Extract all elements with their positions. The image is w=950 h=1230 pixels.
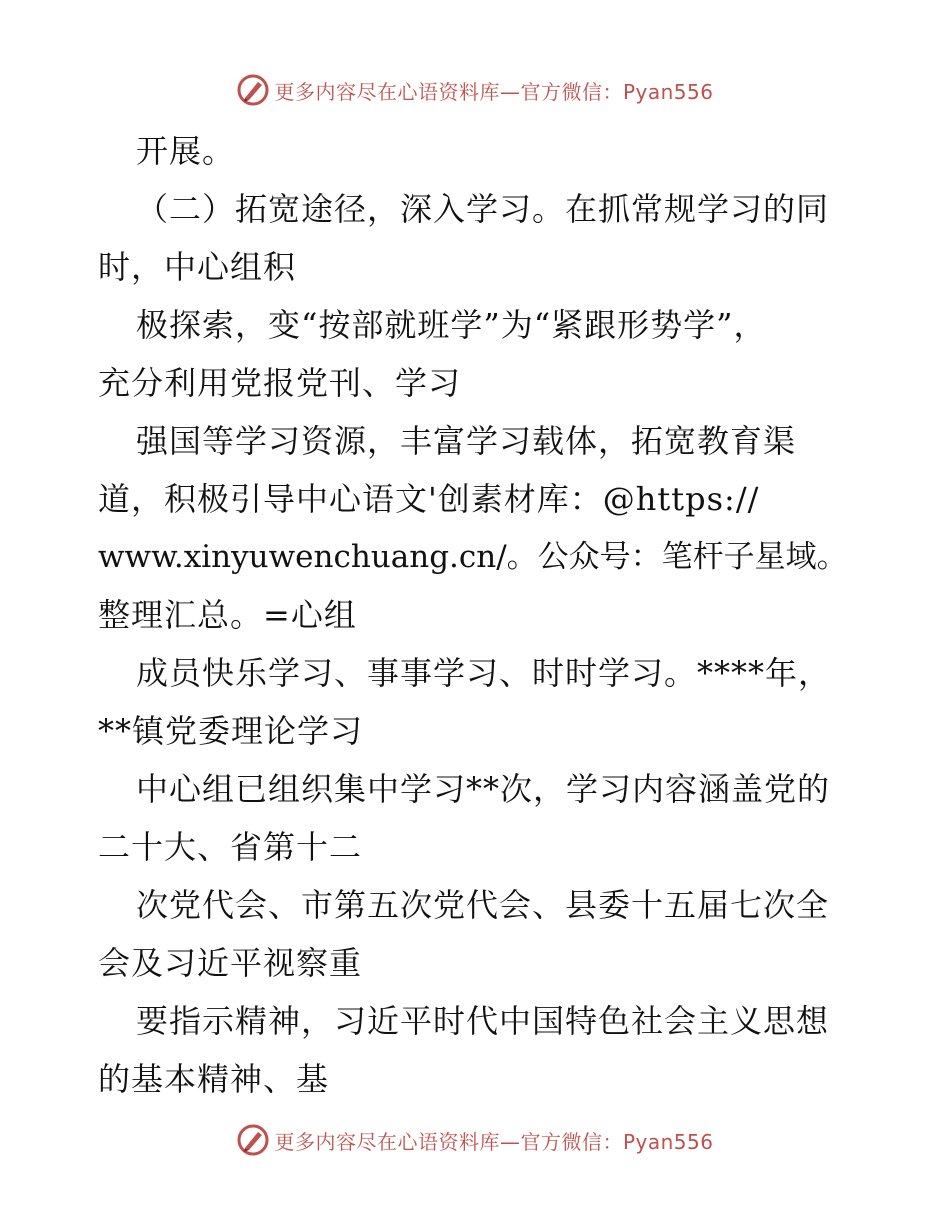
body-line: 充分利用党报党刊、学习 xyxy=(98,364,462,402)
footer-banner-text: 更多内容尽在心语资料库—官方微信：Pyan556 xyxy=(274,1129,714,1154)
body-line: 会及习近平视察重 xyxy=(98,944,363,982)
pen-circle-logo-icon xyxy=(236,1123,270,1157)
body-line: 时，中心组积 xyxy=(98,248,297,286)
body-line: 要指示精神，习近平时代中国特色社会主义思想 xyxy=(136,1002,830,1040)
body-line: 中心组已组织集中学习**次，学习内容涵盖党的 xyxy=(136,770,831,808)
body-line: 成员快乐学习、事事学习、时时学习。****年， xyxy=(136,654,832,692)
body-line: www.xinyuwenchuang.cn/。公众号：笔杆子星域。 xyxy=(98,539,848,575)
body-line: 次党代会、市第五次党代会、县委十五届七次全 xyxy=(136,886,830,924)
body-line: 强国等学习资源，丰富学习载体，拓宽教育渠 xyxy=(136,422,797,460)
footer-banner xyxy=(0,1120,950,1160)
body-line: 极探索，变“按部就班学”为“紧跟形势学”， xyxy=(136,306,767,344)
body-line: （二）拓宽途径，深入学习。在抓常规学习的同 xyxy=(136,190,830,228)
header-banner xyxy=(0,70,950,110)
body-line: 开展。 xyxy=(136,132,236,170)
body-line: **镇党委理论学习 xyxy=(98,712,364,750)
document-body xyxy=(98,122,858,1108)
pen-circle-logo-icon xyxy=(236,73,270,107)
body-line: 的基本精神、基 xyxy=(98,1060,330,1098)
body-line: 道，积极引导中心语文'创素材库：@https:// xyxy=(98,480,760,518)
body-line: 二十大、省第十二 xyxy=(98,828,363,866)
header-banner-text: 更多内容尽在心语资料库—官方微信：Pyan556 xyxy=(274,79,714,104)
body-line: 整理汇总。=心组 xyxy=(98,596,357,634)
